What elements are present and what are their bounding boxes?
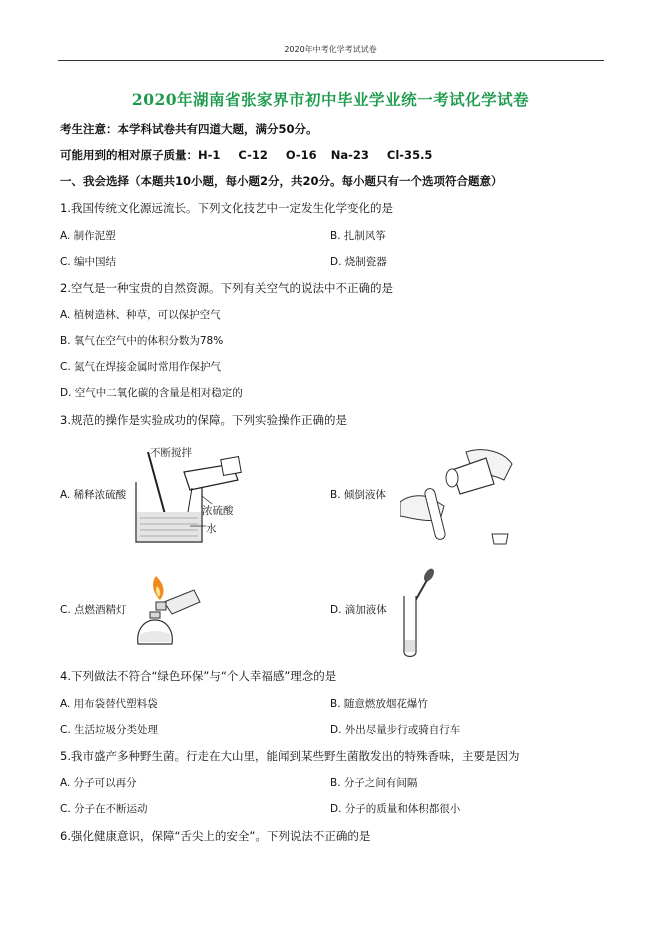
mass-cl: Cl-35.5: [386, 148, 433, 162]
q5-option-a: A. 分子可以再分: [60, 777, 137, 789]
bottle-stopper: [492, 534, 508, 544]
q1-option-a: A. 制作泥塑: [60, 230, 116, 242]
mass-na: Na-23: [330, 148, 369, 162]
tube-liquid: [405, 640, 415, 652]
lamp-wick-top: [156, 602, 166, 610]
water-label: 水: [206, 523, 217, 535]
q4-option-a: A. 用布袋替代塑料袋: [60, 698, 158, 710]
q1-option-c: C. 编中国结: [60, 256, 117, 268]
exam-notice: 考生注意：本学科试卷共有四道大题，满分50分。: [60, 122, 318, 136]
q2-option-a: A. 植树造林、种草，可以保护空气: [60, 309, 221, 321]
bottle-mouth: [446, 469, 458, 487]
section-heading: 一、我会选择（本题共10小题，每小题2分，共20分。每小题只有一个选项符合题意）: [60, 174, 503, 188]
q2-option-b: B. 氧气在空气中的体积分数为78%: [60, 335, 224, 347]
q5-option-c: C. 分子在不断运动: [60, 803, 148, 815]
q4-stem: 4.下列做法不符合“绿色环保”与“个人幸福感”理念的是: [60, 669, 337, 683]
q4-option-b: B. 随意燃放烟花爆竹: [330, 698, 428, 710]
alcohol-lamp-figure: [130, 572, 210, 650]
running-header: 2020年中考化学考试试卷: [284, 45, 377, 54]
mass-c: C-12: [238, 148, 268, 162]
q3-stem: 3.规范的操作是实验成功的保障。下列实验操作正确的是: [60, 413, 347, 427]
q4-option-d: D. 外出尽量步行或骑自行车: [330, 724, 461, 736]
q3-option-d: D. 滴加液体: [330, 604, 387, 616]
q3-option-a: A. 稀释浓硫酸: [60, 489, 127, 501]
mass-h: H-1: [198, 148, 221, 162]
lamp-neck: [150, 612, 160, 618]
bottle-label: [221, 457, 242, 476]
acid-stream: [188, 488, 192, 512]
pour-liquid-figure: [400, 444, 520, 554]
lighting-lamp: [164, 590, 200, 614]
q3-option-b: B. 倾倒液体: [330, 489, 386, 501]
q1-option-b: B. 扎制风筝: [330, 230, 386, 242]
q1-stem: 1.我国传统文化源远流长。下列文化技艺中一定发生化学变化的是: [60, 201, 393, 215]
stir-label: 不断搅拌: [150, 447, 192, 459]
q4-option-c: C. 生活垃圾分类处理: [60, 724, 159, 736]
q2-option-d: D. 空气中二氧化碳的含量是相对稳定的: [60, 387, 243, 399]
acid-label: 浓硫酸: [202, 505, 234, 517]
q5-stem: 5.我市盛产多种野生菌。行走在大山里，能闻到某些野生菌散发出的特殊香味，主要是因为: [60, 749, 520, 763]
dropper-bulb: [422, 568, 436, 583]
atomic-masses-label: 可能用到的相对原子质量：: [60, 148, 198, 162]
water-liquid: [137, 512, 201, 541]
header-divider: [58, 60, 604, 61]
dilute-acid-figure: [128, 442, 252, 548]
q5-option-d: D. 分子的质量和体积都很小: [330, 803, 461, 815]
q5-option-b: B. 分子之间有间隔: [330, 777, 418, 789]
q2-stem: 2.空气是一种宝贵的自然资源。下列有关空气的说法中不正确的是: [60, 281, 393, 295]
q2-option-c: C. 氮气在焊接金属时常用作保护气: [60, 361, 222, 373]
q1-option-d: D. 烧制瓷器: [330, 256, 387, 268]
mass-o: O-16: [285, 148, 317, 162]
q3-option-c: C. 点燃酒精灯: [60, 604, 127, 616]
drop-liquid-figure: [396, 568, 436, 658]
page-title: 2020年湖南省张家界市初中毕业学业统一考试化学试卷: [131, 90, 530, 109]
q6-stem: 6.强化健康意识，保障“舌尖上的安全”。下列说法不正确的是: [60, 829, 371, 843]
atomic-masses: [60, 147, 432, 163]
